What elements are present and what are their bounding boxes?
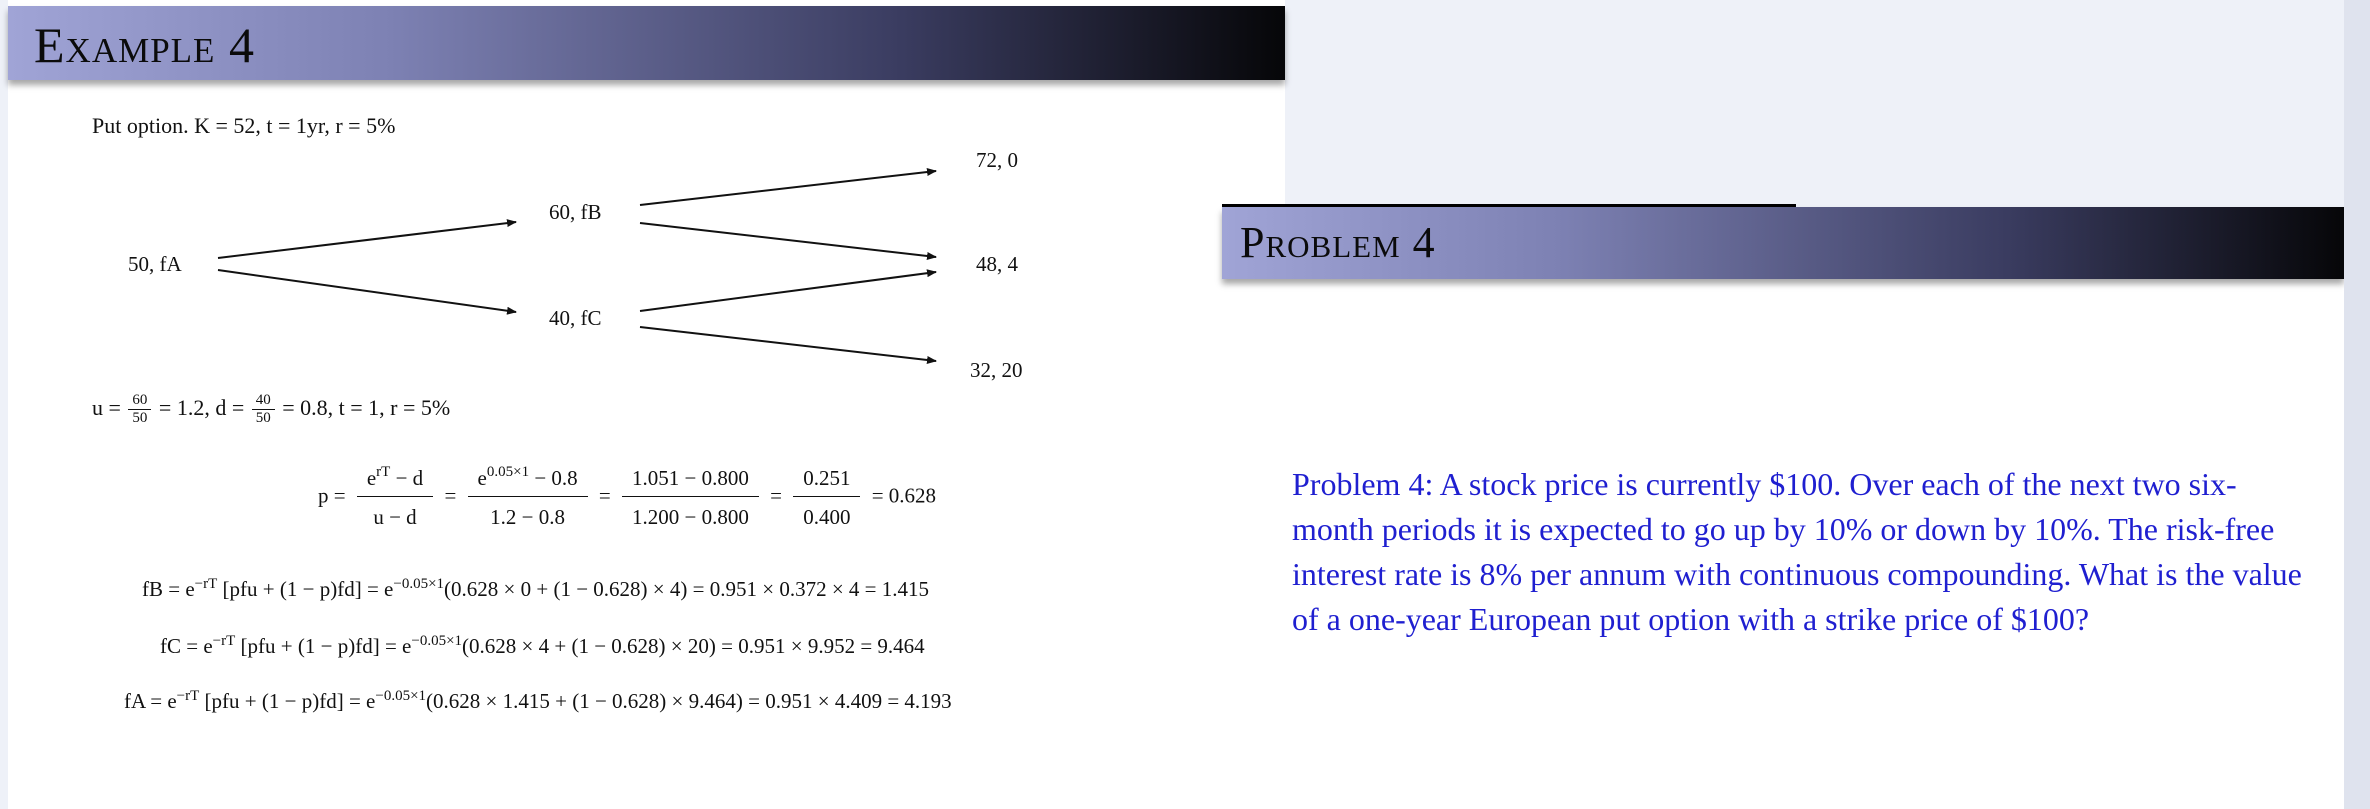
arrow-c-ud — [640, 272, 936, 311]
p-fraction-2: $\frac{e^{0.05\times 1} - 0.8}{1.2 - 0.8}$ — [468, 466, 588, 529]
slide-title: Problem 4 — [1240, 218, 1436, 267]
problem-setup: Put option. K = 52, t = 1yr, r = 5% — [92, 113, 396, 138]
slide-title-bar — [1222, 207, 2344, 279]
equation-fb: fB = $e^{-rT}$ $[pfu + (1 - p)fd] = e^{-0.05\times 1}(0.628 \times 0 + (1 - 0.628) \times 4) = 0.951 \times 0.372 \times 4 = 1.415$ — [142, 576, 929, 601]
p-fraction-4: $\frac{0.251}{0.400}$ — [793, 466, 860, 529]
tree-node-c: 40, fC — [549, 306, 602, 330]
arrow-b-ud — [640, 223, 936, 257]
slide-example-4 — [8, 0, 1285, 809]
arrow-a-c — [218, 270, 516, 312]
arrow-c-dd — [640, 327, 936, 361]
tree-node-ud: 48, 4 — [976, 252, 1018, 276]
slide-problem-4 — [1222, 207, 2344, 809]
d-fraction: $\frac{40}{50}$ — [252, 392, 275, 428]
slide-title: Example 4 — [34, 17, 255, 73]
ud-parameters: u = $\frac{60}{50}$ = 1.2, d = $\frac{40}{50}$ = 0.8, t = 1, r = 5% — [92, 392, 451, 427]
tree-node-uu: 72, 0 — [976, 148, 1018, 172]
u-fraction: $\frac{60}{50}$ — [128, 392, 151, 428]
p-formula: p = $\frac{e^{rT} - d}{u - d}$ = $\frac{e^{0.05\times 1} - 0.8}{1.2 - 0.8}$ = $\frac{1.051 - 0.800}{1.200 - 0.800}$ = $\frac{0.251}{0.400}$ = 0.628 — [318, 464, 937, 530]
tree-node-dd: 32, 20 — [970, 358, 1023, 382]
arrow-b-uu — [640, 171, 936, 205]
tree-node-b: 60, fB — [549, 200, 602, 224]
equation-fc: fC = $e^{-rT}$ $[pfu + (1 - p)fd] = e^{-0.05\times 1}(0.628 \times 4 + (1 - 0.628) \times 20) = 0.951 \times 9.952 = 9.464$ — [160, 633, 925, 658]
arrow-a-b — [218, 222, 516, 258]
problem-text: Problem 4: A stock price is currently $100. Over each of the next two six-month periods it is expected to go up by 10% or down by 10%. The risk-free interest rate is 8% per annum with continuous compounding. What is the value of a one-year European put option with a strike price of $100? — [1292, 466, 2302, 637]
tree-node-a: 50, fA — [128, 252, 182, 276]
p-fraction-1: $\frac{e^{rT} - d}{u - d}$ — [357, 466, 433, 529]
vertical-scrollbar[interactable] — [2344, 0, 2370, 809]
binomial-tree-arrows — [8, 0, 1285, 420]
equation-fa: fA = $e^{-rT}$ $[pfu + (1 - p)fd] = e^{-0.05\times 1}(0.628 \times 1.415 + (1 - 0.628) \times 9.464) = 0.951 \times 4.409 = 4.193$ — [124, 688, 952, 713]
p-fraction-3: $\frac{1.051 - 0.800}{1.200 - 0.800}$ — [622, 466, 759, 529]
